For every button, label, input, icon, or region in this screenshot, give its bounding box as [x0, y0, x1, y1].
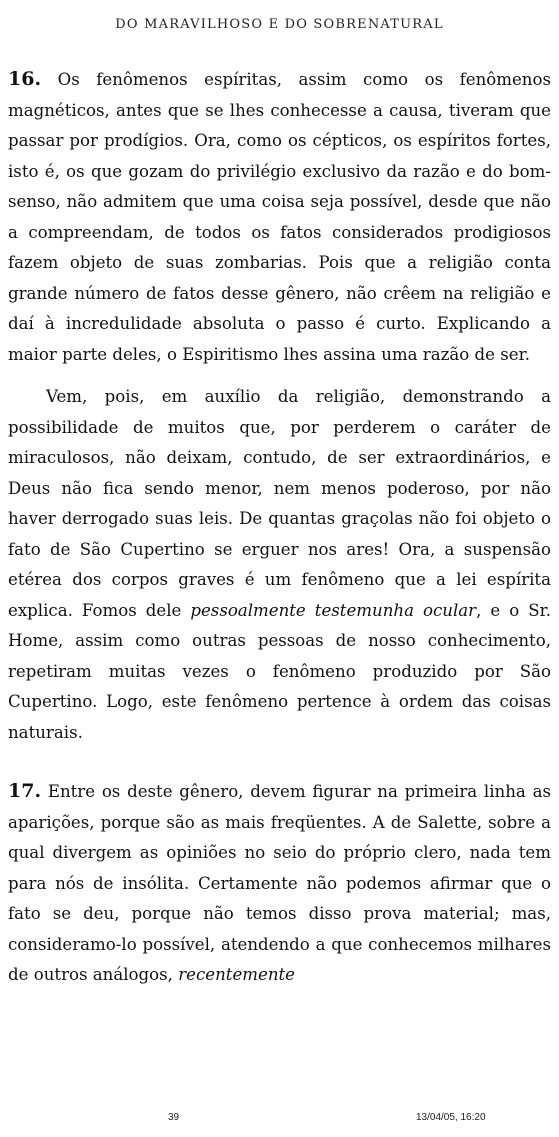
body-text [8, 64, 551, 991]
print-timestamp: 13/04/05, 16:20 [416, 1112, 486, 1123]
paragraph-text: , e o Sr. Home, assim como outras pessoas de nosso conhecimento, repetiram muitas vezes o fenômeno produzido por São Cupertino. Logo, este fenômeno pertence à ordem das coisas naturais. [8, 600, 551, 742]
paragraph-16-continued [8, 382, 551, 748]
page-number: 39 [168, 1112, 180, 1123]
running-header: DO MARAVILHOSO E DO SOBRENATURAL [115, 17, 444, 32]
paragraph-text: Os fenômenos espíritas, assim como os fenômenos magnéticos, antes que se lhes conhecesse a causa, tiveram que passar por prodígios. Ora, como os cépticos, os espíritos fortes, isto é, os que gozam do privilégio exclusivo da razão e do bom-senso, não admitem que uma coisa seja possível, desde que não a compreendam, de todos os fatos considerados prodigiosos fazem objeto de suas zombarias. Pois que a religião conta grande número de fatos desse gênero, não crêem na religião e daí à incredulidade absoluta o passo é curto. Explicando a maior parte deles, o Espiritismo lhes assina uma razão de ser. [8, 70, 551, 364]
italic-phrase: recentemente [178, 965, 296, 984]
section-number: 16. [8, 68, 42, 90]
paragraph-text: Entre os deste gênero, devem figurar na primeira linha as aparições, porque são as mais freqüentes. A de Salette, sobre a qual divergem as opiniões no seio do próprio clero, nada tem para nós de insólita. Certamente não podemos afirmar que o fato se deu, porque não temos disso prova material; mas, consideramo-lo possível, atendendo a que conhecemos milhares de outros análogos, [8, 782, 551, 984]
italic-phrase: pessoalmente testemunha ocular [190, 600, 477, 620]
paragraph-16 [8, 64, 551, 370]
paragraph-text: Vem, pois, em auxílio da religião, demonstrando a possibilidade de muitos que, por perderem o caráter de miraculosos, não deixam, contudo, de ser extraordinários, e Deus não fica sendo menor, nem menos poderoso, por não haver derrogado suas leis. De quantas graçolas não foi objeto o fato de São Cupertino se erguer nos ares! Ora, a suspensão etérea dos corpos graves é um fenômeno que a lei espírita explica. Fomos dele [8, 387, 551, 620]
paragraph-17 [8, 776, 551, 991]
section-number: 17. [8, 780, 42, 802]
